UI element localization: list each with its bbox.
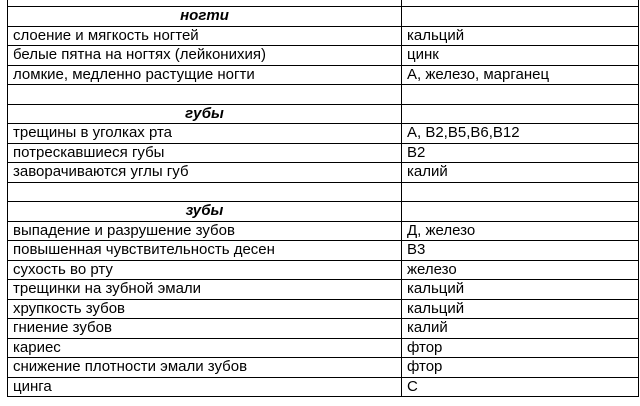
nutrient-cell: кальций — [407, 299, 465, 317]
symptom-cell: выпадение и разрушение зубов — [8, 222, 402, 241]
table-row — [8, 261, 638, 281]
table-row-empty — [8, 85, 638, 105]
nutrient-cell: кальций — [407, 26, 465, 44]
table-row — [8, 300, 638, 320]
symptom-cell: ломкие, медленно растущие ногти — [8, 66, 402, 85]
table-row — [8, 46, 638, 66]
nutrient-cell: А, железо, марганец — [407, 65, 550, 83]
table-row — [8, 124, 638, 144]
table-cell-empty — [402, 0, 638, 6]
section-title: ногти — [8, 7, 402, 26]
symptom-cell: сухость во рту — [8, 261, 402, 280]
table-cell-empty — [8, 0, 402, 6]
table-cell-empty — [402, 105, 638, 124]
table-row — [8, 241, 638, 261]
table-row — [8, 222, 638, 242]
section-header-lips — [8, 105, 638, 125]
symptom-cell: белые пятна на ногтях (лейконихия) — [8, 46, 402, 65]
symptom-cell: хрупкость зубов — [8, 300, 402, 319]
table-cell-empty — [402, 202, 638, 221]
deficiency-table — [7, 0, 639, 397]
symptom-cell: потрескавшиеся губы — [8, 144, 402, 163]
symptom-cell: слоение и мягкость ногтей — [8, 27, 402, 46]
nutrient-cell: цинк — [407, 46, 439, 63]
table-row — [8, 27, 638, 47]
table-row — [8, 144, 638, 164]
nutrient-cell: калий — [407, 163, 448, 180]
section-header-teeth — [8, 202, 638, 222]
table-cell-empty — [8, 183, 402, 202]
table-cell-empty — [8, 85, 402, 104]
table-row — [8, 319, 638, 339]
table-row-cut-off — [8, 0, 638, 7]
nutrient-cell: В2 — [407, 143, 426, 161]
table-row — [8, 358, 638, 378]
nutrient-cell: железо — [407, 260, 457, 278]
table-cell-empty — [402, 85, 638, 104]
table-cell-empty — [402, 7, 638, 26]
table-row — [8, 378, 638, 398]
section-title: губы — [8, 105, 402, 124]
table-row — [8, 339, 638, 359]
section-header-nails — [8, 7, 638, 27]
nutrient-cell: Д, железо — [407, 221, 476, 239]
symptom-cell: повышенная чувствительность десен — [8, 241, 402, 260]
nutrient-cell: В3 — [407, 241, 426, 258]
symptom-cell: снижение плотности эмали зубов — [8, 358, 402, 377]
symptom-cell: трещины в уголках рта — [8, 124, 402, 143]
nutrient-cell: калий — [407, 319, 448, 336]
symptom-cell: трещинки на зубной эмали — [8, 280, 402, 299]
symptom-cell: заворачиваются углы губ — [8, 163, 402, 182]
table-row — [8, 163, 638, 183]
table-row — [8, 66, 638, 86]
symptom-cell: гниение зубов — [8, 319, 402, 338]
table-row-empty — [8, 183, 638, 203]
nutrient-cell: кальций — [407, 280, 465, 297]
nutrient-cell: С — [407, 377, 418, 395]
nutrient-cell: фтор — [407, 358, 443, 375]
table-cell-empty — [402, 183, 638, 202]
symptom-cell: цинга — [8, 378, 402, 397]
nutrient-cell: фтор — [407, 338, 443, 356]
table-row — [8, 280, 638, 300]
nutrient-cell: А, В2,В5,В6,В12 — [407, 124, 520, 141]
symptom-cell: кариес — [8, 339, 402, 358]
section-title: зубы — [8, 202, 402, 221]
